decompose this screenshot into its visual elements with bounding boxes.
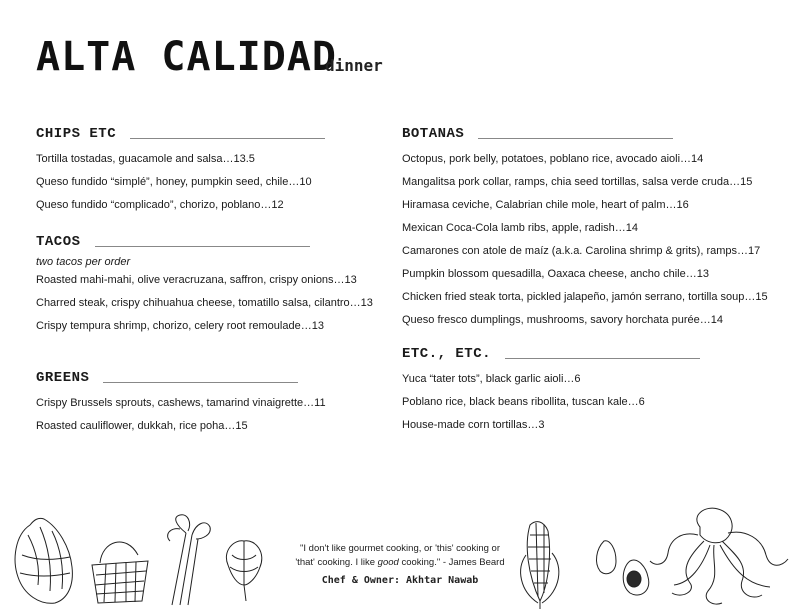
menu-item: Yuca “tater tots”, black garlic aioli…6 <box>402 373 581 385</box>
avocado-icon <box>597 541 649 595</box>
menu-item: Queso fundido “simplé”, honey, pumpkin seed, chile…10 <box>36 176 312 188</box>
section-rule <box>505 358 700 359</box>
quote-emphasis: good <box>377 557 399 568</box>
quote-line-2a: 'that' cooking. I like <box>295 557 378 568</box>
section-etc <box>402 344 700 441</box>
artichoke-icon <box>226 541 261 601</box>
section-greens <box>36 368 326 442</box>
chef-credit: Chef & Owner: Akhtar Nawab <box>321 575 479 586</box>
menu-item: House-made corn tortillas…3 <box>402 419 545 431</box>
menu-title: ALTA CALIDAD <box>36 34 337 80</box>
menu-item: Chicken fried steak torta, pickled jalapeño, jamón serrano, tortilla soup…15 <box>402 291 768 303</box>
menu-item: Queso fresco dumplings, mushrooms, savory horchata purée…14 <box>402 314 723 326</box>
section-title: GREENS <box>36 370 90 386</box>
menu-item: Roasted mahi-mahi, olive veracruzana, saffron, crispy onions…13 <box>36 274 357 286</box>
section-title: TACOS <box>36 234 81 250</box>
menu-item: Roasted cauliflower, dukkah, rice poha…15 <box>36 420 248 432</box>
menu-item: Mexican Coca-Cola lamb ribs, apple, radish…14 <box>402 222 638 234</box>
menu-item: Mangalitsa pork collar, ramps, chia seed tortillas, salsa verde cruda…15 <box>402 176 753 188</box>
section-title: BOTANAS <box>402 126 465 142</box>
menu-item: Tortilla tostadas, guacamole and salsa…13.5 <box>36 153 255 165</box>
menu-item: Crispy tempura shrimp, chorizo, celery root remoulade…13 <box>36 320 324 332</box>
menu-item: Charred steak, crispy chihuahua cheese, tomatillo salsa, cilantro…13 <box>36 297 373 309</box>
section-title: ETC., ETC. <box>402 346 492 362</box>
octopus-icon <box>650 508 788 604</box>
menu-item: Poblano rice, black beans ribollita, tuscan kale…6 <box>402 396 645 408</box>
menu-subtitle: dinner <box>325 56 383 75</box>
section-botanas <box>402 124 768 336</box>
section-note: two tacos per order <box>36 256 131 268</box>
menu-item: Pumpkin blossom quesadilla, Oaxaca cheese, ancho chile…13 <box>402 268 709 280</box>
basket-icon <box>92 542 148 603</box>
section-rule <box>95 246 310 247</box>
section-rule <box>130 138 325 139</box>
menu-item: Octopus, pork belly, potatoes, poblano rice, avocado aioli…14 <box>402 153 704 165</box>
corn-icon <box>521 522 559 609</box>
section-title: CHIPS ETC <box>36 126 117 142</box>
menu-item: Crispy Brussels sprouts, cashews, tamarind vinaigrette…11 <box>36 397 326 409</box>
section-chips <box>36 124 325 221</box>
quote-line-2b: cooking." - James Beard <box>398 557 505 568</box>
quote <box>276 542 524 570</box>
section-tacos <box>36 232 373 342</box>
menu-item: Queso fundido “complicado”, chorizo, poblano…12 <box>36 199 284 211</box>
quote-line-1: "I don't like gourmet cooking, or 'this' cooking or <box>300 543 500 554</box>
oyster-icon <box>15 518 72 603</box>
menu-item: Hiramasa ceviche, Calabrian chile mole, heart of palm…16 <box>402 199 689 211</box>
section-rule <box>478 138 673 139</box>
menu-item: Camarones con atole de maíz (a.k.a. Carolina shrimp & grits), ramps…17 <box>402 245 761 257</box>
section-rule <box>103 382 298 383</box>
celery-icon <box>168 515 211 605</box>
